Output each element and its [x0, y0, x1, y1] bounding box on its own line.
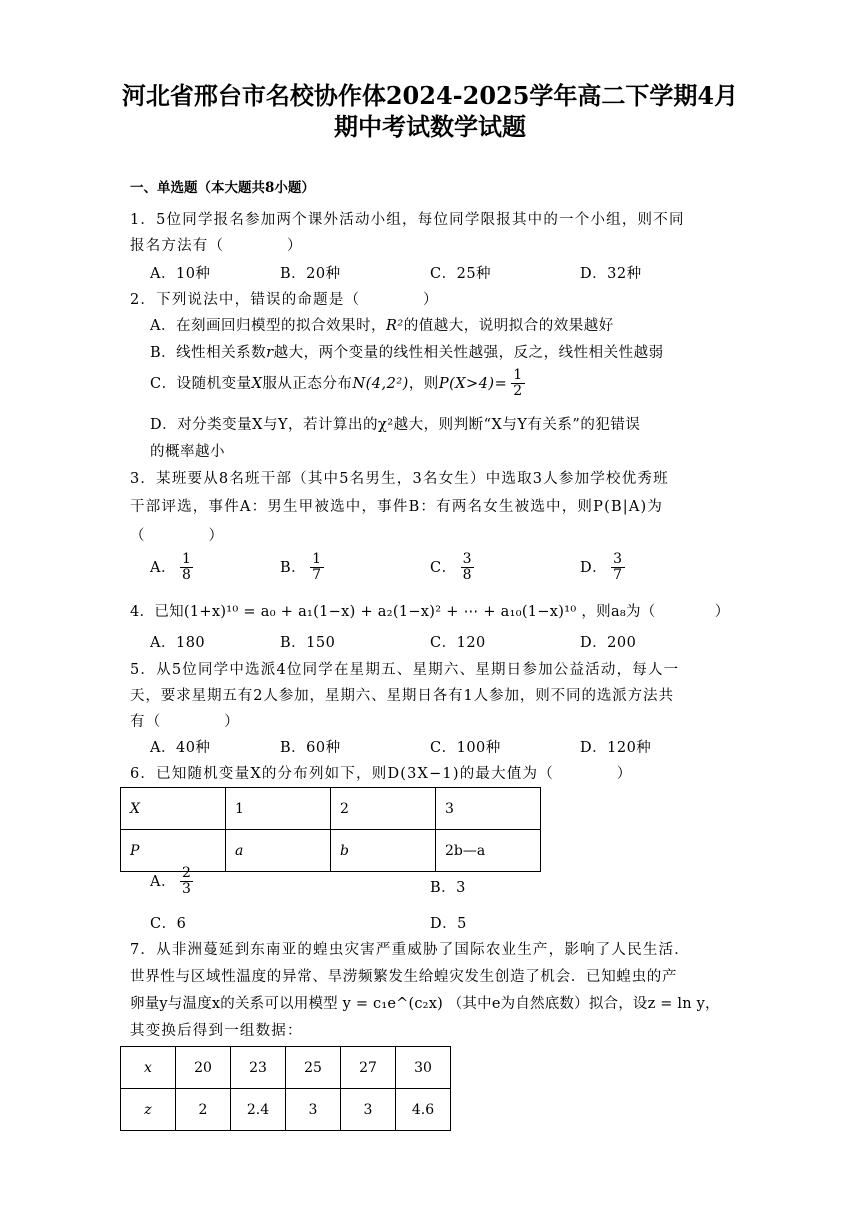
q3-line2: 干部评选，事件A：男生甲被选中，事件B：有两名女生被选中，则P(B|A)为 — [130, 499, 664, 515]
q4-option-d: D．200 — [580, 635, 637, 651]
table-cell: 27 — [341, 1047, 396, 1089]
q3-c-label: C． — [430, 559, 457, 576]
q5-line1: 5．从5位同学中选派4位同学在星期五、星期六、星期日参加公益活动，每人一 — [130, 662, 680, 678]
q2-c-num: 1 — [513, 367, 523, 383]
q2-b-text1: B．线性相关系数 — [150, 345, 267, 361]
table-cell: 3 — [436, 788, 541, 830]
q7-line1: 7．从非洲蔓延到东南亚的蝗虫灾害严重威胁了国际农业生产，影响了人民生活． — [130, 942, 690, 958]
q2-a-symbol: R² — [385, 318, 404, 334]
q3-a-num: 1 — [181, 551, 192, 567]
table-cell: b — [331, 830, 436, 872]
q2-c-var: X — [251, 375, 263, 392]
q2-a-text1: A．在刻画回归模型的拟合效果时， — [150, 318, 386, 334]
q2-option-b — [150, 341, 664, 362]
q3-a-label: A． — [150, 559, 176, 576]
q2-stem: 2．下列说法中，错误的命题是（ ） — [130, 292, 439, 308]
q6-option-a — [150, 866, 193, 898]
q3-c-den: 8 — [462, 567, 473, 584]
q2-c-dist: N(4,2²) — [352, 375, 409, 392]
q2-c-text2: 服从正态分布 — [262, 375, 353, 392]
table-row — [121, 1047, 451, 1089]
q6-a-den: 3 — [181, 881, 192, 898]
table-cell: a — [226, 830, 331, 872]
table-cell: P — [121, 830, 226, 872]
table-cell: 2b—a — [436, 830, 541, 872]
q3-d-label: D． — [580, 559, 608, 576]
q3-d-num: 3 — [613, 551, 623, 567]
q3-c-num: 3 — [462, 551, 473, 567]
table-cell: 2 — [176, 1089, 231, 1131]
q3-a-den: 8 — [181, 567, 192, 584]
q5-option-a: A．40种 — [150, 740, 211, 756]
q3-option-b — [280, 552, 324, 584]
q1-line1: 1．5位同学报名参加两个课外活动小组，每位同学限报其中的一个小组，则不同 — [130, 212, 685, 228]
table-cell: 3 — [341, 1089, 396, 1131]
q2-option-d-line2: 的概率越小 — [150, 444, 225, 460]
q2-c-text3: ，则 — [408, 375, 439, 392]
q3-line3: （ ） — [130, 528, 225, 544]
table-cell: 23 — [231, 1047, 286, 1089]
q3-a-fraction — [180, 552, 193, 584]
q5-option-d: D．120种 — [580, 740, 652, 756]
q2-a-text2: 的值越大，说明拟合的效果越好 — [403, 318, 614, 334]
table-cell: z — [121, 1089, 176, 1131]
q2-c-fraction — [511, 368, 524, 400]
table-cell: X — [121, 788, 226, 830]
table-cell: 2.4 — [231, 1089, 286, 1131]
table-row — [121, 788, 541, 830]
q2-option-c — [150, 368, 525, 400]
q6-option-c: C．6 — [150, 916, 187, 932]
q3-option-a — [150, 552, 193, 584]
q3-b-num: 1 — [312, 551, 322, 567]
section-heading: 一、单选题（本大题共8小题） — [130, 180, 315, 196]
q2-b-text2: 越大，两个变量的线性相关性越强，反之，线性相关性越弱 — [273, 345, 664, 361]
q4-option-c: C．120 — [430, 635, 486, 651]
q6-a-label: A． — [150, 873, 176, 890]
q2-c-prob: P(X>4)= — [438, 375, 508, 392]
q2-c-text1: C．设随机变量 — [150, 375, 252, 392]
q3-b-den: 7 — [312, 567, 322, 584]
q1-option-b: B．20种 — [280, 266, 341, 282]
q6-option-d: D．5 — [430, 916, 467, 932]
table-cell: 2 — [331, 788, 436, 830]
q3-d-fraction — [611, 552, 624, 584]
q1-option-c: C．25种 — [430, 266, 492, 282]
q1-line2: 报名方法有（ ） — [130, 238, 303, 254]
q5-line3: 有（ ） — [130, 714, 240, 730]
table-cell: 30 — [396, 1047, 451, 1089]
table-cell: x — [121, 1047, 176, 1089]
table-cell: 4.6 — [396, 1089, 451, 1131]
q7-data-table — [120, 1046, 451, 1131]
q2-c-den: 2 — [513, 383, 523, 400]
q4-stem: 4．已知(1+x)¹⁰ = a₀ + a₁(1−x) + a₂(1−x)² + ⋯ + a₁₀(1−x)¹⁰ ，则a₈为（ ） — [130, 604, 730, 620]
q1-option-a: A．10种 — [150, 266, 211, 282]
q4-option-b: B．150 — [280, 635, 336, 651]
q3-b-label: B． — [280, 559, 307, 576]
q3-c-fraction — [461, 552, 474, 584]
q2-option-a — [150, 314, 614, 335]
q5-option-b: B．60种 — [280, 740, 341, 756]
q2-b-symbol: r — [266, 345, 274, 361]
q6-distribution-table — [120, 787, 541, 872]
q3-line1: 3．某班要从8名班干部（其中5名男生，3名女生）中选取3人参加学校优秀班 — [130, 471, 669, 487]
table-cell: 20 — [176, 1047, 231, 1089]
q6-stem: 6．已知随机变量X的分布列如下，则D(3X−1)的最大值为（ ） — [130, 766, 633, 782]
table-row — [121, 1089, 451, 1131]
q7-line2: 世界性与区域性温度的异常、旱涝频繁发生给蝗灾发生创造了机会．已知蝗虫的产 — [130, 969, 678, 985]
q6-a-num: 2 — [181, 865, 192, 881]
q5-option-c: C．100种 — [430, 740, 501, 756]
q6-option-b: B．3 — [430, 880, 466, 896]
q7-line3: 卵量y与温度x的关系可以用模型 y = c₁e^(c₂x) （其中e为自然底数）拟合，设z = ln y， — [130, 996, 720, 1012]
q7-line4: 其变换后得到一组数据： — [130, 1023, 303, 1039]
page-title-line1: 河北省邢台市名校协作体2024-2025学年高二下学期4月 — [121, 81, 739, 110]
q1-option-d: D．32种 — [580, 266, 642, 282]
q2-option-d-line1: D．对分类变量X与Y，若计算出的χ²越大，则判断“X与Y有关系”的犯错误 — [150, 417, 641, 433]
q3-d-den: 7 — [613, 567, 623, 584]
q3-option-c — [430, 552, 474, 584]
table-cell: 25 — [286, 1047, 341, 1089]
q3-b-fraction — [310, 552, 323, 584]
table-cell: 3 — [286, 1089, 341, 1131]
page-title-line2: 期中考试数学试题 — [334, 112, 526, 141]
q5-line2: 天，要求星期五有2人参加，星期六、星期日各有1人参加，则不同的选派方法共 — [130, 688, 674, 704]
table-cell: 1 — [226, 788, 331, 830]
q3-option-d — [580, 552, 625, 584]
q4-option-a: A．180 — [150, 635, 206, 651]
q6-a-fraction — [180, 866, 193, 898]
